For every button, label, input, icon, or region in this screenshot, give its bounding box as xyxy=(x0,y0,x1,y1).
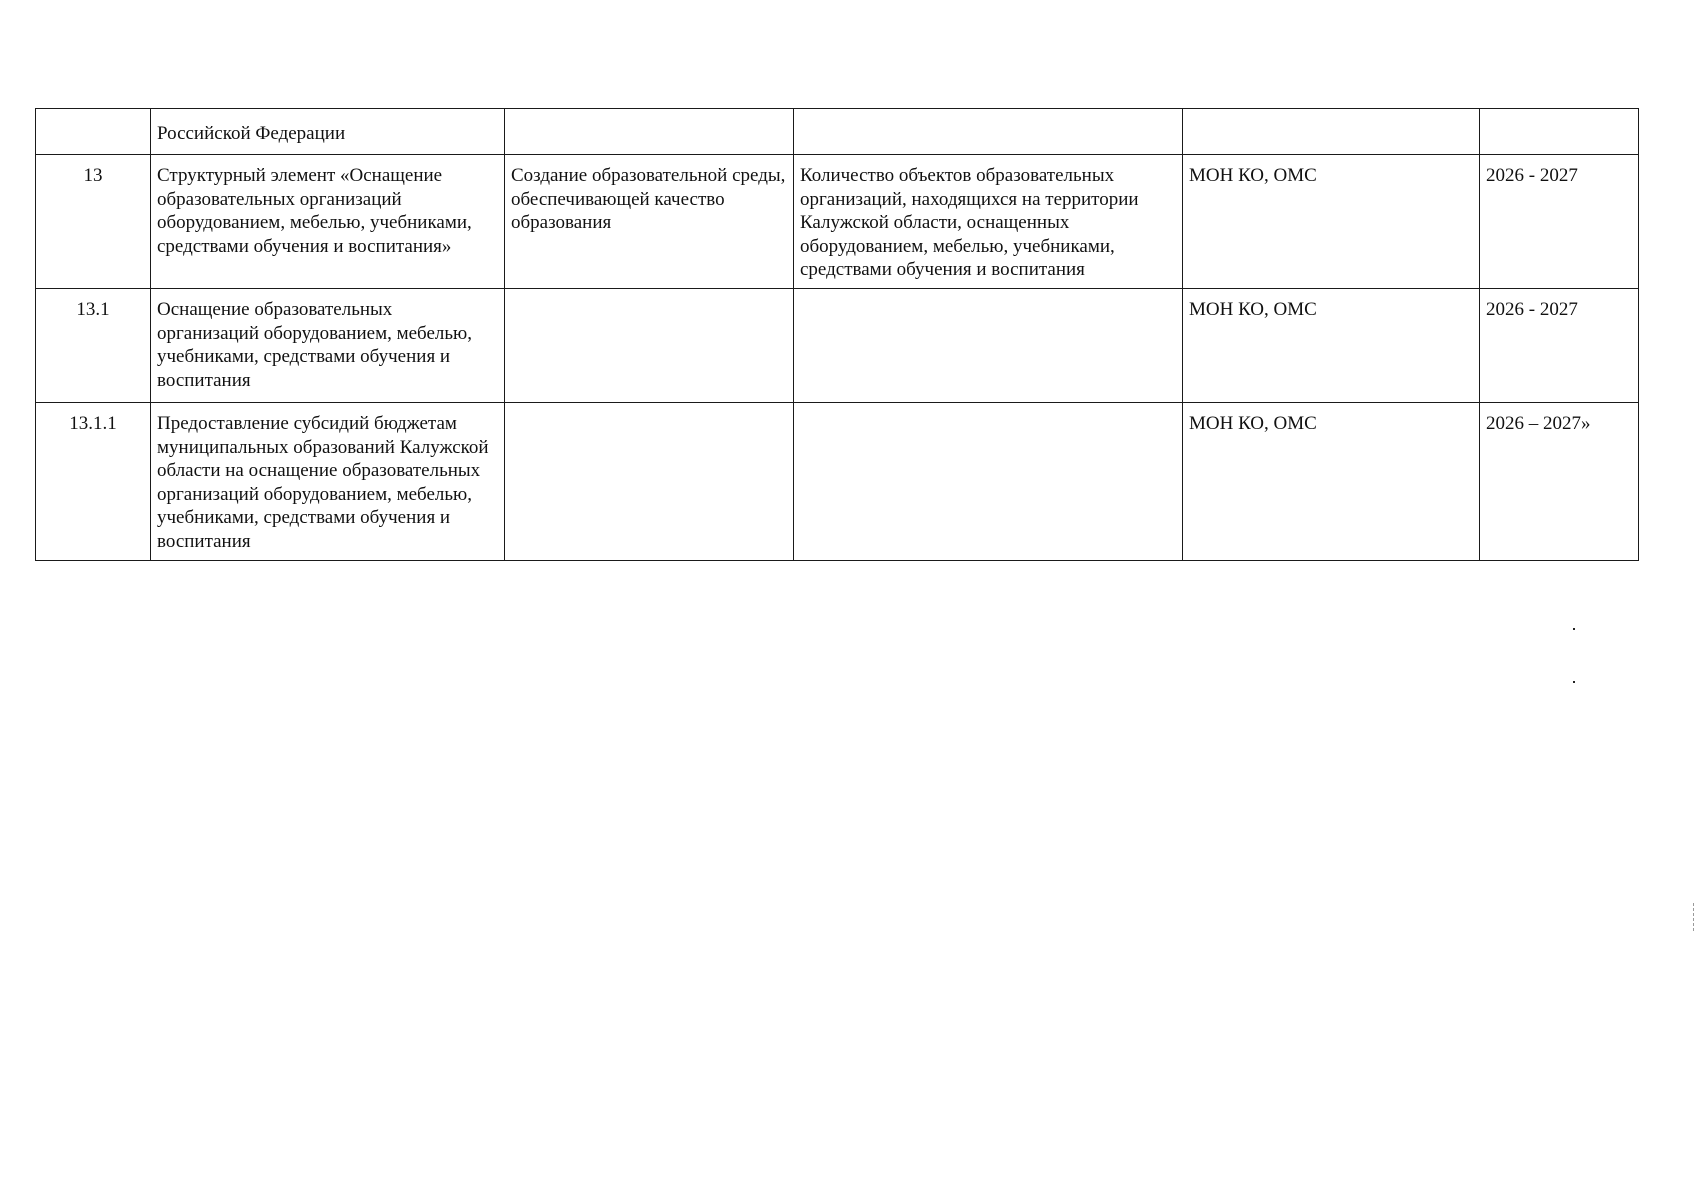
executor-cell: МОН КО, ОМС xyxy=(1183,403,1480,561)
executor-cell xyxy=(1183,109,1480,155)
measure-name-cell: Структурный элемент «Оснащение образовательных организаций оборудованием, мебелью, учебниками, средствами обучения и воспитания» xyxy=(151,155,505,289)
task-cell xyxy=(505,289,794,403)
table-row xyxy=(36,155,1639,289)
executor-cell: МОН КО, ОМС xyxy=(1183,289,1480,403)
row-number-cell: 13 xyxy=(36,155,151,289)
task-cell xyxy=(505,403,794,561)
measure-name-cell: Оснащение образовательных организаций оборудованием, мебелью, учебниками, средствами обучения и воспитания xyxy=(151,289,505,403)
row-number-cell: 13.1.1 xyxy=(36,403,151,561)
scan-speck xyxy=(1573,628,1575,630)
indicator-cell xyxy=(794,403,1183,561)
row-number-cell: 13.1 xyxy=(36,289,151,403)
scan-edge-mark xyxy=(1693,903,1695,931)
measures-table xyxy=(35,108,1639,561)
table-row xyxy=(36,403,1639,561)
indicator-cell xyxy=(794,109,1183,155)
period-cell: 2026 – 2027» xyxy=(1480,403,1639,561)
task-cell xyxy=(505,109,794,155)
row-number-cell xyxy=(36,109,151,155)
measure-name-cell: Предоставление субсидий бюджетам муниципальных образований Калужской области на оснащение образовательных организаций оборудованием, мебелью, учебниками, средствами обучения и воспитания xyxy=(151,403,505,561)
table-row xyxy=(36,109,1639,155)
period-cell: 2026 - 2027 xyxy=(1480,289,1639,403)
period-cell xyxy=(1480,109,1639,155)
indicator-cell xyxy=(794,289,1183,403)
indicator-cell: Количество объектов образовательных организаций, находящихся на территории Калужской области, оснащенных оборудованием, мебелью, учебниками, средствами обучения и воспитания xyxy=(794,155,1183,289)
measure-name-cell: Российской Федерации xyxy=(151,109,505,155)
period-cell: 2026 - 2027 xyxy=(1480,155,1639,289)
executor-cell: МОН КО, ОМС xyxy=(1183,155,1480,289)
table-row xyxy=(36,289,1639,403)
task-cell: Создание образовательной среды, обеспечивающей качество образования xyxy=(505,155,794,289)
scan-speck xyxy=(1573,681,1575,683)
